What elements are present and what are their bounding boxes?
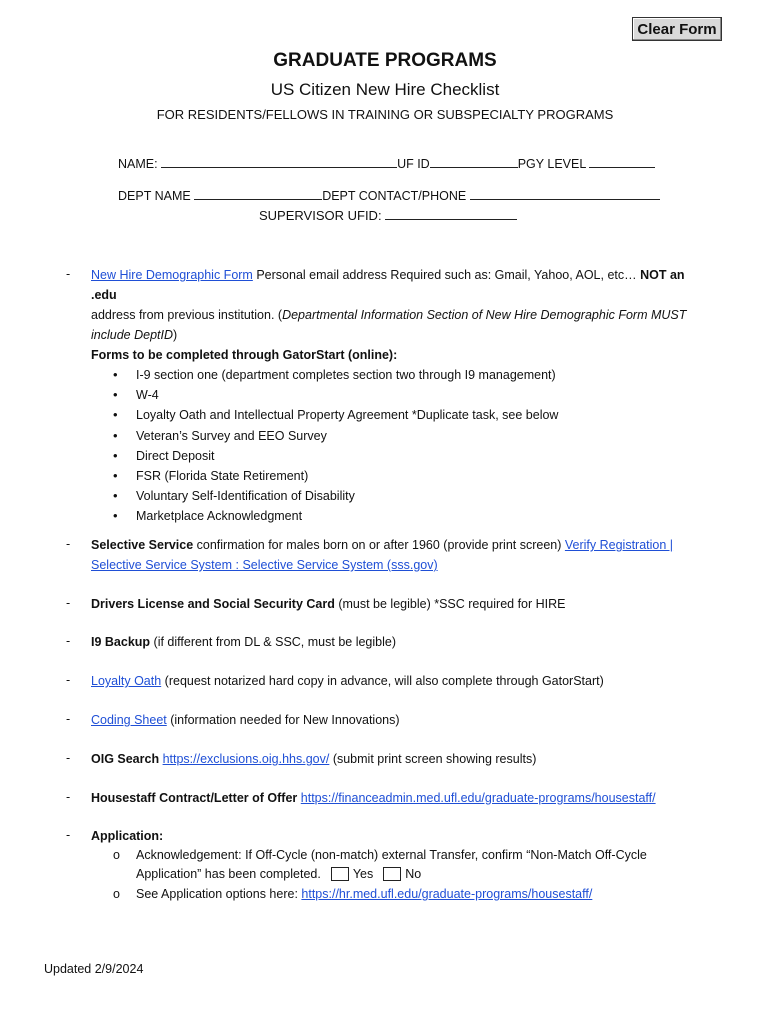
dept-contact-field[interactable] [470,188,660,200]
name-label: NAME: [118,157,158,171]
forms-list-item: • Loyalty Oath and Intellectual Property Agreement *Duplicate task, see below [91,405,711,425]
dept-label: DEPT NAME [118,189,191,203]
item-dash: - [66,596,71,610]
application-options-link[interactable]: https://hr.med.ufl.edu/graduate-programs/housestaff/ [301,887,593,901]
oig-search-label: OIG Search [91,752,160,766]
page-subtitle-2: FOR RESIDENTS/FELLOWS IN TRAINING OR SUBSPECIALTY PROGRAMS [156,107,614,122]
pgy-field[interactable] [589,156,655,168]
i9-backup-label: I9 Backup [91,635,151,649]
not-edu-note: NOT an .edu [91,268,685,302]
item-dash: - [66,751,71,765]
forms-heading: Forms to be completed through GatorStart (online): [91,348,398,362]
item-dash: - [66,267,71,281]
application-label: Application: [91,829,164,843]
item-i9-backup [91,632,711,652]
clear-form-button[interactable]: Clear Form [632,17,722,41]
yes-label: Yes [352,866,374,881]
demographic-form-link[interactable]: New Hire Demographic Form [91,268,253,282]
demographic-text: Personal email address Required such as: Gmail, Yahoo, AOL, etc… [252,268,641,282]
item-dash: - [66,712,71,726]
deptid-note: Departmental Information Section of New Hire Demographic Form MUST include DeptID [91,308,687,342]
item-loyalty-oath [91,671,711,691]
page-subtitle: US Citizen New Hire Checklist [270,80,500,99]
coding-sheet-link[interactable]: Coding Sheet [91,713,167,727]
i9-backup-text: (if different from DL & SSC, must be legible) [150,635,396,649]
ufid-field[interactable] [430,156,518,168]
oig-search-text: (submit print screen showing results) [329,752,537,766]
yes-checkbox[interactable] [331,867,349,881]
forms-list-item: • Marketplace Acknowledgment [91,506,711,526]
item-demographic [91,265,711,527]
forms-list [91,365,711,527]
supervisor-row [259,208,517,223]
verify-registration-link[interactable]: Verify Registration | Selective Service System : Selective Service System (sss.gov) [91,538,674,572]
item-coding-sheet [91,710,711,730]
application-options-text: See Application options here: [136,887,302,901]
housestaff-contract-link[interactable]: https://financeadmin.med.ufl.edu/graduate-programs/housestaff/ [300,791,656,805]
ufid-label: UF ID [397,157,430,171]
item-application [91,826,691,904]
dept-field[interactable] [194,188,322,200]
coding-sheet-text: (information needed for New Innovations) [166,713,400,727]
acknowledgement-text: Acknowledgement: If Off-Cycle (non-match) external Transfer, confirm “Non-Match Off-Cycle Application” has been completed. [136,848,647,881]
item-dash: - [66,790,71,804]
item-housestaff-contract [91,788,711,808]
supervisor-label: SUPERVISOR UFID: [259,208,382,223]
dept-row [118,188,660,203]
item-oig-search [91,749,711,769]
forms-list-item: • W-4 [91,385,711,405]
item-dash: - [66,673,71,687]
no-label: No [405,866,422,881]
selective-service-label: Selective Service [91,538,194,552]
application-options [91,885,691,904]
forms-list-item: • FSR (Florida State Retirement) [91,466,711,486]
selective-service-text: confirmation for males born on or after 1960 (provide print screen) [193,538,565,552]
forms-list-item: • Direct Deposit [91,446,711,466]
item-dash: - [66,634,71,648]
loyalty-oath-text: (request notarized hard copy in advance, will also complete through GatorStart) [161,674,604,688]
oig-search-link[interactable]: https://exclusions.oig.hhs.gov/ [162,752,330,766]
pgy-label: PGY LEVEL [517,157,586,171]
name-field[interactable] [161,156,397,168]
item-dash: - [66,828,71,842]
updated-date: Updated 2/9/2024 [44,962,144,976]
forms-list-item: • Voluntary Self-Identification of Disability [91,486,711,506]
housestaff-contract-label: Housestaff Contract/Letter of Offer [91,791,298,805]
application-acknowledgement [91,846,691,883]
name-row [118,156,655,171]
demographic-text-2: address from previous institution. ( [91,308,283,322]
forms-list-item: • Veteran’s Survey and EEO Survey [91,426,711,446]
page-title: GRADUATE PROGRAMS [273,50,497,71]
forms-list-item: • I-9 section one (department completes section two through I9 management) [91,365,711,385]
loyalty-oath-link[interactable]: Loyalty Oath [91,674,162,688]
no-checkbox[interactable] [383,867,401,881]
demographic-text-3: ) [173,328,178,342]
item-drivers-license [91,594,711,614]
drivers-license-label: Drivers License and Social Security Card [91,597,335,611]
item-dash: - [66,537,71,551]
item-selective-service [91,535,701,575]
supervisor-field[interactable] [385,208,517,220]
drivers-license-text: (must be legible) *SSC required for HIRE [334,597,566,611]
dept-contact-label: DEPT CONTACT/PHONE [322,189,467,203]
